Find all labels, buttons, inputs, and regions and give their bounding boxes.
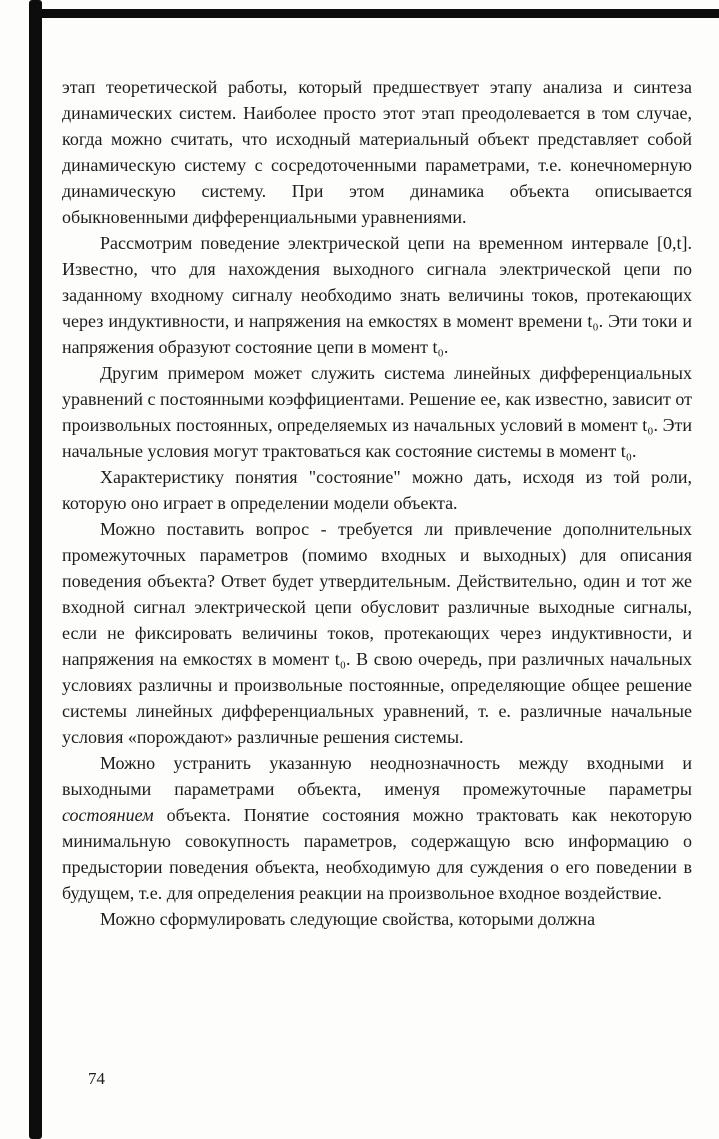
- paragraph-6-emphasized-term: состоянием: [62, 805, 154, 825]
- paragraph-6: [62, 750, 692, 906]
- paragraph-4: Характеристику понятия "состояние" можно дать, исходя из той роли, которую оно играет в определении модели объекта.: [62, 467, 692, 513]
- paragraph-6-text-continued: объекта. Понятие состояния можно трактовать как некоторую минимальную совокупность параметров, содержащую всю информацию о предыстории поведения объекта, необходимую для суждения о его поведении в будущем, т.е. для определения реакции на произвольное входное воздействие.: [62, 805, 692, 903]
- paragraph-7: Можно сформулировать следующие свойства, которыми должна: [100, 909, 596, 929]
- page-number: 74: [88, 1069, 105, 1088]
- body-text: [62, 74, 692, 932]
- scan-artifact-top-edge: [29, 9, 719, 18]
- scan-artifact-left-edge: [29, 0, 42, 1139]
- paragraph-6-text: Можно устранить указанную неоднозначность между входными и выходными параметрами объекта, именуя промежуточные параметры: [62, 753, 692, 799]
- paragraph-5: Можно поставить вопрос - требуется ли привлечение дополнительных промежуточных параметров (помимо входных и выходных) для описания поведения объекта? Ответ будет утвердительным. Действительно, один и тот же входной сигнал электрической цепи обусловит различные выходные сигналы, если не фиксировать величины токов, протекающих через индуктивности, и напряжения на емкостях в момент t₀. В свою очередь, при различных начальных условиях различны и произвольные постоянные, определяющие общее решение системы линейных дифференциальных уравнений, т. е. различные начальные условия «порождают» различные решения системы.: [62, 519, 692, 747]
- paragraph-1: этап теоретической работы, который предшествует этапу анализа и синтеза динамических систем. Наиболее просто этот этап преодолевается в том случае, когда можно считать, что исходный материальный объект представляет собой динамическую систему с сосредоточенными параметрами, т.е. конечномерную динамическую систему. При этом динамика объекта описывается обыкновенными дифференциальными уравнениями.: [62, 77, 692, 227]
- paragraph-3: Другим примером может служить система линейных дифференциальных уравнений с постоянными коэффициентами. Решение ее, как известно, зависит от произвольных постоянных, определяемых из начальных условий в момент t₀. Эти начальные условия могут трактоваться как состояние системы в момент t₀.: [62, 363, 692, 461]
- paragraph-2: Рассмотрим поведение электрической цепи на временном интервале [0,t]. Известно, что для нахождения выходного сигнала электрической цепи по заданному входному сигналу необходимо знать величины токов, протекающих через индуктивности, и напряжения на емкостях в момент времени t₀. Эти токи и напряжения образуют состояние цепи в момент t₀.: [62, 233, 692, 357]
